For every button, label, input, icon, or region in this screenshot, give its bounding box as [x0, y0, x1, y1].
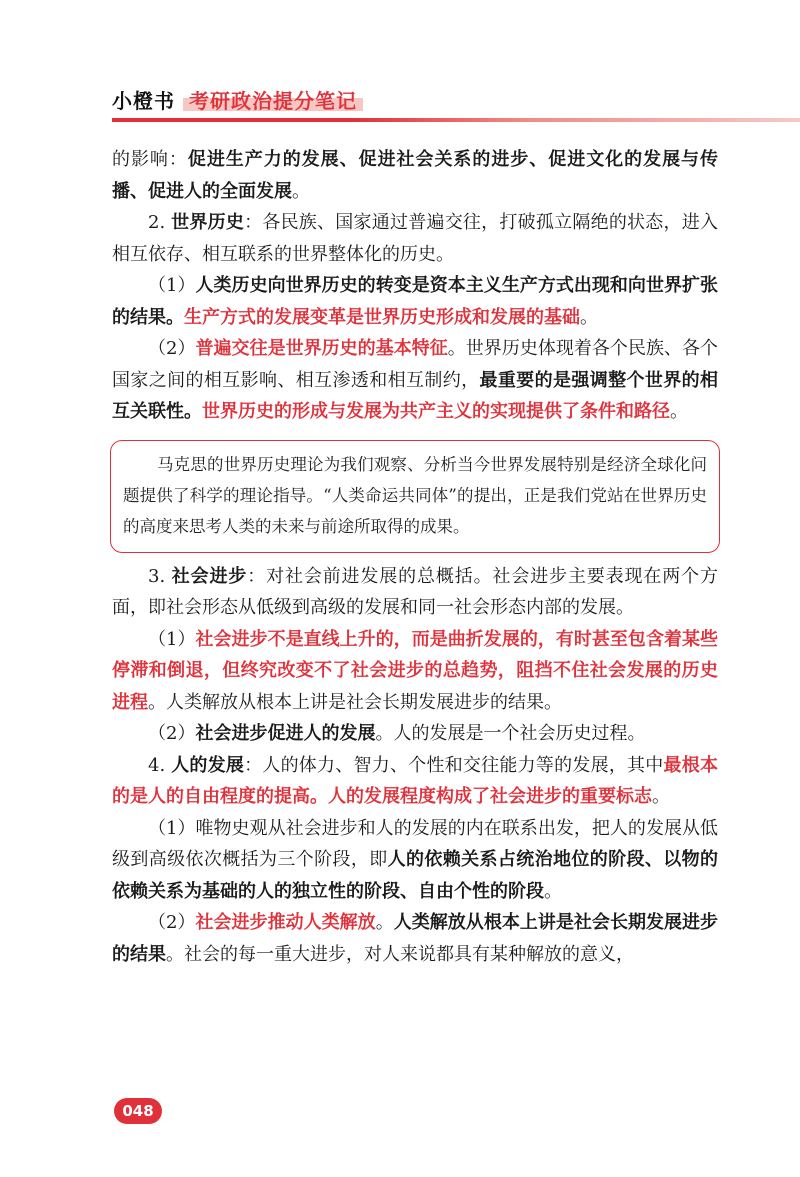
bold-run: 人类解放从根本上讲是社会长期发展进步的结果: [112, 912, 719, 965]
text-run: 的影响：: [112, 149, 188, 170]
bold-run: 人类历史向世界历史的转变是资本主义生产方式出现和向世界扩张的结果。: [112, 275, 719, 328]
note-text: 马克思的世界历史理论为我们观察、分析当今世界发展特别是经济全球化问题提供了科学的理论指导。“人类命运共同体”的提出，正是我们党站在世界历史的高度来思考人类的未来与前途所取得的成果。: [123, 454, 707, 536]
item-number: 3.: [148, 565, 172, 587]
text-run: ：对社会前进发展的总概括。社会进步主要表现在两个方面，即社会形态从低级到高级的发展和同一社会形态内部的发展。: [112, 565, 718, 618]
brand-title: 小橙书: [112, 88, 175, 113]
highlight-run: 社会进步推动人类解放: [195, 912, 376, 933]
text-run: 。: [375, 912, 394, 933]
text-run: ：人的体力、智力、个性和交往能力等的发展，其中: [244, 754, 664, 776]
term-heading: 世界历史: [171, 212, 245, 233]
text-run: （1）唯物史观从社会进步和人的发展的内在联系出发，把人的发展从低级到高级依次概括为三个阶段，即: [112, 817, 718, 870]
paragraph-human-development-2: [112, 907, 718, 970]
text-run: （2）: [148, 723, 196, 744]
text-run: （2）: [148, 912, 196, 933]
paragraph-social-progress: [112, 561, 718, 624]
text-run: 。: [580, 306, 598, 328]
highlight-run: 社会进步不是直线上升的，而是曲折发展的，有时甚至包含着某些停滞和倒退，但终究改变不了社会进步的总趋势，阻挡不住社会发展的历史进程: [112, 628, 719, 713]
paragraph-world-history-1: [112, 270, 718, 333]
paragraph-human-development: [112, 750, 718, 813]
text-run: 。人的发展是一个社会历史过程。: [375, 723, 646, 744]
item-number: 2.: [148, 212, 172, 233]
highlight-run: 生产方式的发展变革是世界历史形成和发展的基础: [184, 306, 580, 328]
highlight-run: 世界历史的形成与发展为共产主义的实现提供了条件和路径: [202, 401, 670, 422]
paragraph-social-progress-2: [112, 718, 718, 750]
bold-run: 最重要的是强调整个世界的相互关联性。: [112, 369, 718, 422]
text-run: 。: [652, 786, 670, 807]
text-run: 。人类解放从根本上讲是社会长期发展进步的结果。: [148, 691, 562, 713]
header-rule: [112, 118, 800, 122]
text-run: 。: [292, 180, 310, 202]
text-run: （2）: [148, 338, 196, 359]
term-heading: 人的发展: [171, 754, 245, 776]
series-title: 考研政治提分笔记: [183, 85, 363, 114]
text-run: 。: [544, 880, 562, 902]
paragraph-social-progress-1: [112, 624, 718, 719]
bold-run: 社会进步促进人的发展: [195, 723, 376, 744]
highlight-run: 最根本的是人的自由程度的提高。人的发展程度构成了社会进步的重要标志: [112, 754, 719, 807]
text-run: （1）: [148, 275, 196, 296]
term-heading: 社会进步: [171, 565, 248, 587]
text-run: （1）: [148, 628, 196, 650]
item-number: 4.: [148, 754, 172, 776]
bold-run: 人的依赖关系占统治地位的阶段、以物的依赖关系为基础的人的独立性的阶段、自由个性的阶段: [112, 849, 718, 902]
page-body: [112, 144, 718, 970]
paragraph-world-history: [112, 207, 718, 270]
bold-run: 促进生产力的发展、促进社会关系的进步、促进文化的发展与传播、促进人的全面发展: [112, 149, 719, 202]
page-header: [112, 84, 363, 114]
text-run: 。世界历史体现着各个民族、各个国家之间的相互影响、相互渗透和相互制约，: [112, 338, 719, 391]
note-box: [110, 440, 720, 553]
text-run: 。社会的每一重大进步，对人来说都具有某种解放的意义，: [166, 943, 634, 965]
text-run: ：各民族、国家通过普遍交往，打破孤立隔绝的状态，进入相互依存、相互联系的世界整体化的历史。: [112, 212, 719, 265]
paragraph-world-history-2: [112, 333, 718, 428]
highlight-run: 普遍交往是世界历史的基本特征: [195, 338, 448, 359]
page-number: 048: [114, 1098, 162, 1124]
paragraph-0: [112, 144, 718, 207]
text-run: 。: [670, 401, 688, 422]
paragraph-human-development-1: [112, 813, 718, 908]
